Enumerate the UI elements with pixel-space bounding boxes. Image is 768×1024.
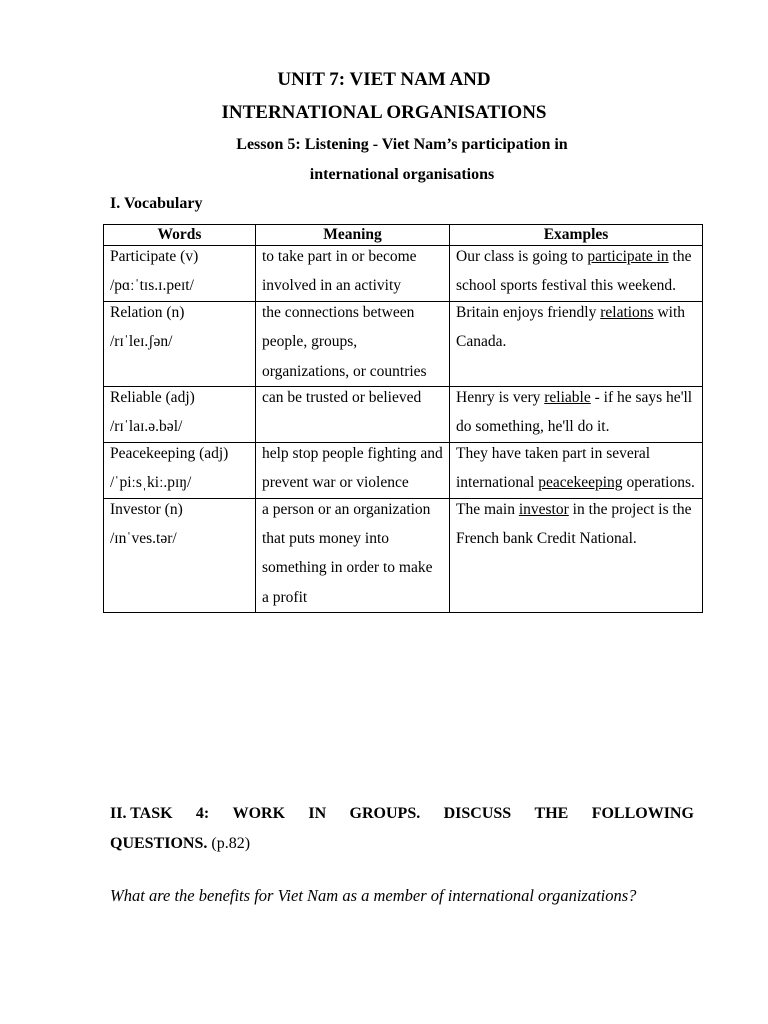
table-row [104,301,703,386]
task-word: GROUPS. [349,805,421,822]
meaning-cell [256,498,450,613]
key-word: reliable [544,389,591,407]
meaning: help stop people fighting and prevent war or violence [262,444,443,492]
word: Relation (n) [110,303,185,321]
task-heading-line2 [110,829,694,859]
word-cell [104,301,256,386]
example-cell [450,301,703,386]
task-word: DISCUSS [443,805,512,822]
task-word: IN [308,805,327,822]
task-questions-label: QUESTIONS. [110,834,208,852]
unit-title-line1: UNIT 7: VIET NAM AND [277,69,491,90]
word-cell [104,442,256,498]
meaning: the connections between people, groups, organizations, or countries [262,303,427,380]
task-heading [110,799,694,858]
example: Our class is going to participate in the school sports festival this weekend. [456,248,692,295]
task-word: II. TASK [110,805,173,822]
example: Henry is very reliable - if he says he'll do something, he'll do it. [456,389,693,436]
meaning-cell [256,387,450,443]
word: Investor (n) [110,500,183,518]
key-word: investor [518,500,569,518]
table-row [104,246,703,302]
table-row [104,387,703,443]
task-word: THE [534,805,569,822]
meaning: to take part in or become involved in an activity [262,248,417,295]
ipa: /ɪnˈves.tər/ [110,530,177,548]
example-cell [450,246,703,302]
word: Peacekeeping (adj) [110,444,229,462]
lesson-title-line2: international organisations [309,166,495,183]
word: Reliable (adj) [110,389,195,407]
word-cell [104,498,256,613]
word-cell [104,387,256,443]
example: The main investor in the project is the French bank Credit National. [456,500,692,548]
task-word: WORK [232,805,286,822]
task-word: 4: [195,805,210,822]
key-word: relations [600,303,654,321]
table-row [104,498,703,613]
page-reference: (p.82) [207,834,251,852]
table-row [104,442,703,498]
vocabulary-table [103,224,703,613]
key-word: peacekeeping [538,474,623,492]
example: They have taken part in several international peacekeeping operations. [456,444,695,492]
vocabulary-heading: I. Vocabulary [110,195,203,212]
ipa: /rɪˈleɪ.ʃən/ [110,333,173,351]
example: Britain enjoys friendly relations with Canada. [456,303,686,351]
ipa: /ˈpiːsˌkiː.pɪŋ/ [110,474,192,492]
word-cell [104,246,256,302]
meaning: a person or an organization that puts money into something in order to make a profit [262,500,433,606]
example-cell [450,387,703,443]
discussion-question: What are the benefits for Viet Nam as a member of international organizations? [110,886,637,905]
example-cell [450,442,703,498]
header-meaning: Meaning [256,225,450,246]
example-cell [450,498,703,613]
key-word: participate in [587,248,669,265]
word: Participate (v) [110,248,199,265]
meaning-cell [256,301,450,386]
ipa: /pɑːˈtɪs.ɪ.peɪt/ [110,277,194,295]
ipa: /rɪˈlaɪ.ə.bəl/ [110,418,183,436]
task-word: FOLLOWING [591,805,694,822]
lesson-title-line1: Lesson 5: Listening - Viet Nam’s participation in [236,136,568,153]
task-heading-line1 [110,799,694,829]
header-examples: Examples [450,225,703,246]
meaning-cell [256,246,450,302]
meaning-cell [256,442,450,498]
header-words: Words [104,225,256,246]
meaning: can be trusted or believed [262,389,422,407]
unit-title-line2: INTERNATIONAL ORGANISATIONS [221,102,547,123]
